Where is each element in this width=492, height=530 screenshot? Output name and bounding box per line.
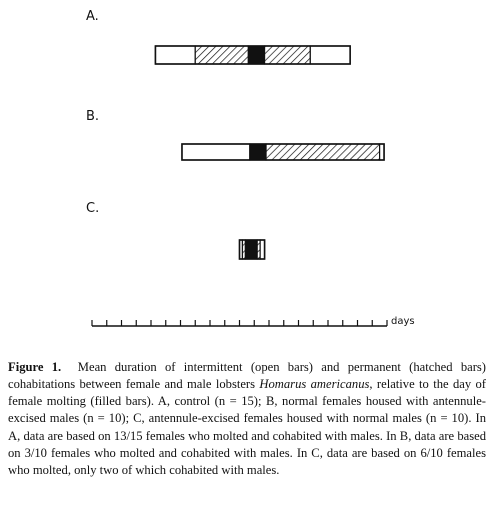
intermittent-segment: [155, 46, 195, 64]
permanent-segment: [195, 46, 248, 64]
panel-a: [86, 9, 350, 64]
panel-label: C.: [86, 201, 100, 216]
figure-caption: [8, 359, 486, 480]
panel-b: [86, 109, 384, 160]
molting-segment: [245, 240, 257, 259]
figure-number: Figure 1.: [8, 359, 62, 374]
species-name: Homarus americanus: [259, 376, 370, 391]
panel-c: [86, 201, 265, 259]
caption-text-part1: Mean duration of intermittent (open bars) and permanent (hatched bars) cohabitations between female and male lobsters: [8, 359, 487, 391]
intermittent-segment: [182, 144, 250, 160]
permanent-segment: [266, 144, 380, 160]
chart-panels: [86, 9, 384, 259]
days-axis: [92, 316, 415, 327]
permanent-segment: [265, 46, 311, 64]
panel-label: A.: [86, 9, 99, 24]
intermittent-segment: [310, 46, 350, 64]
axis-unit-label: days: [391, 316, 415, 327]
caption-text-part2: , relative to the day of female molting (filled bars). A, control (n = 15); B, normal females housed with antennule-excised males (n = 10); C, antennule-excised females housed with normal males (n = 10). In A, data are based on 13/15 females who molted and cohabited with males. In B, data are based on 3/10 females who molted and cohabited with males. In C, data are based on 6/10 females who molted, only two of which cohabited with males.: [8, 376, 486, 478]
panel-label: B.: [86, 109, 100, 124]
molting-segment: [248, 46, 264, 64]
molting-segment: [250, 144, 266, 160]
